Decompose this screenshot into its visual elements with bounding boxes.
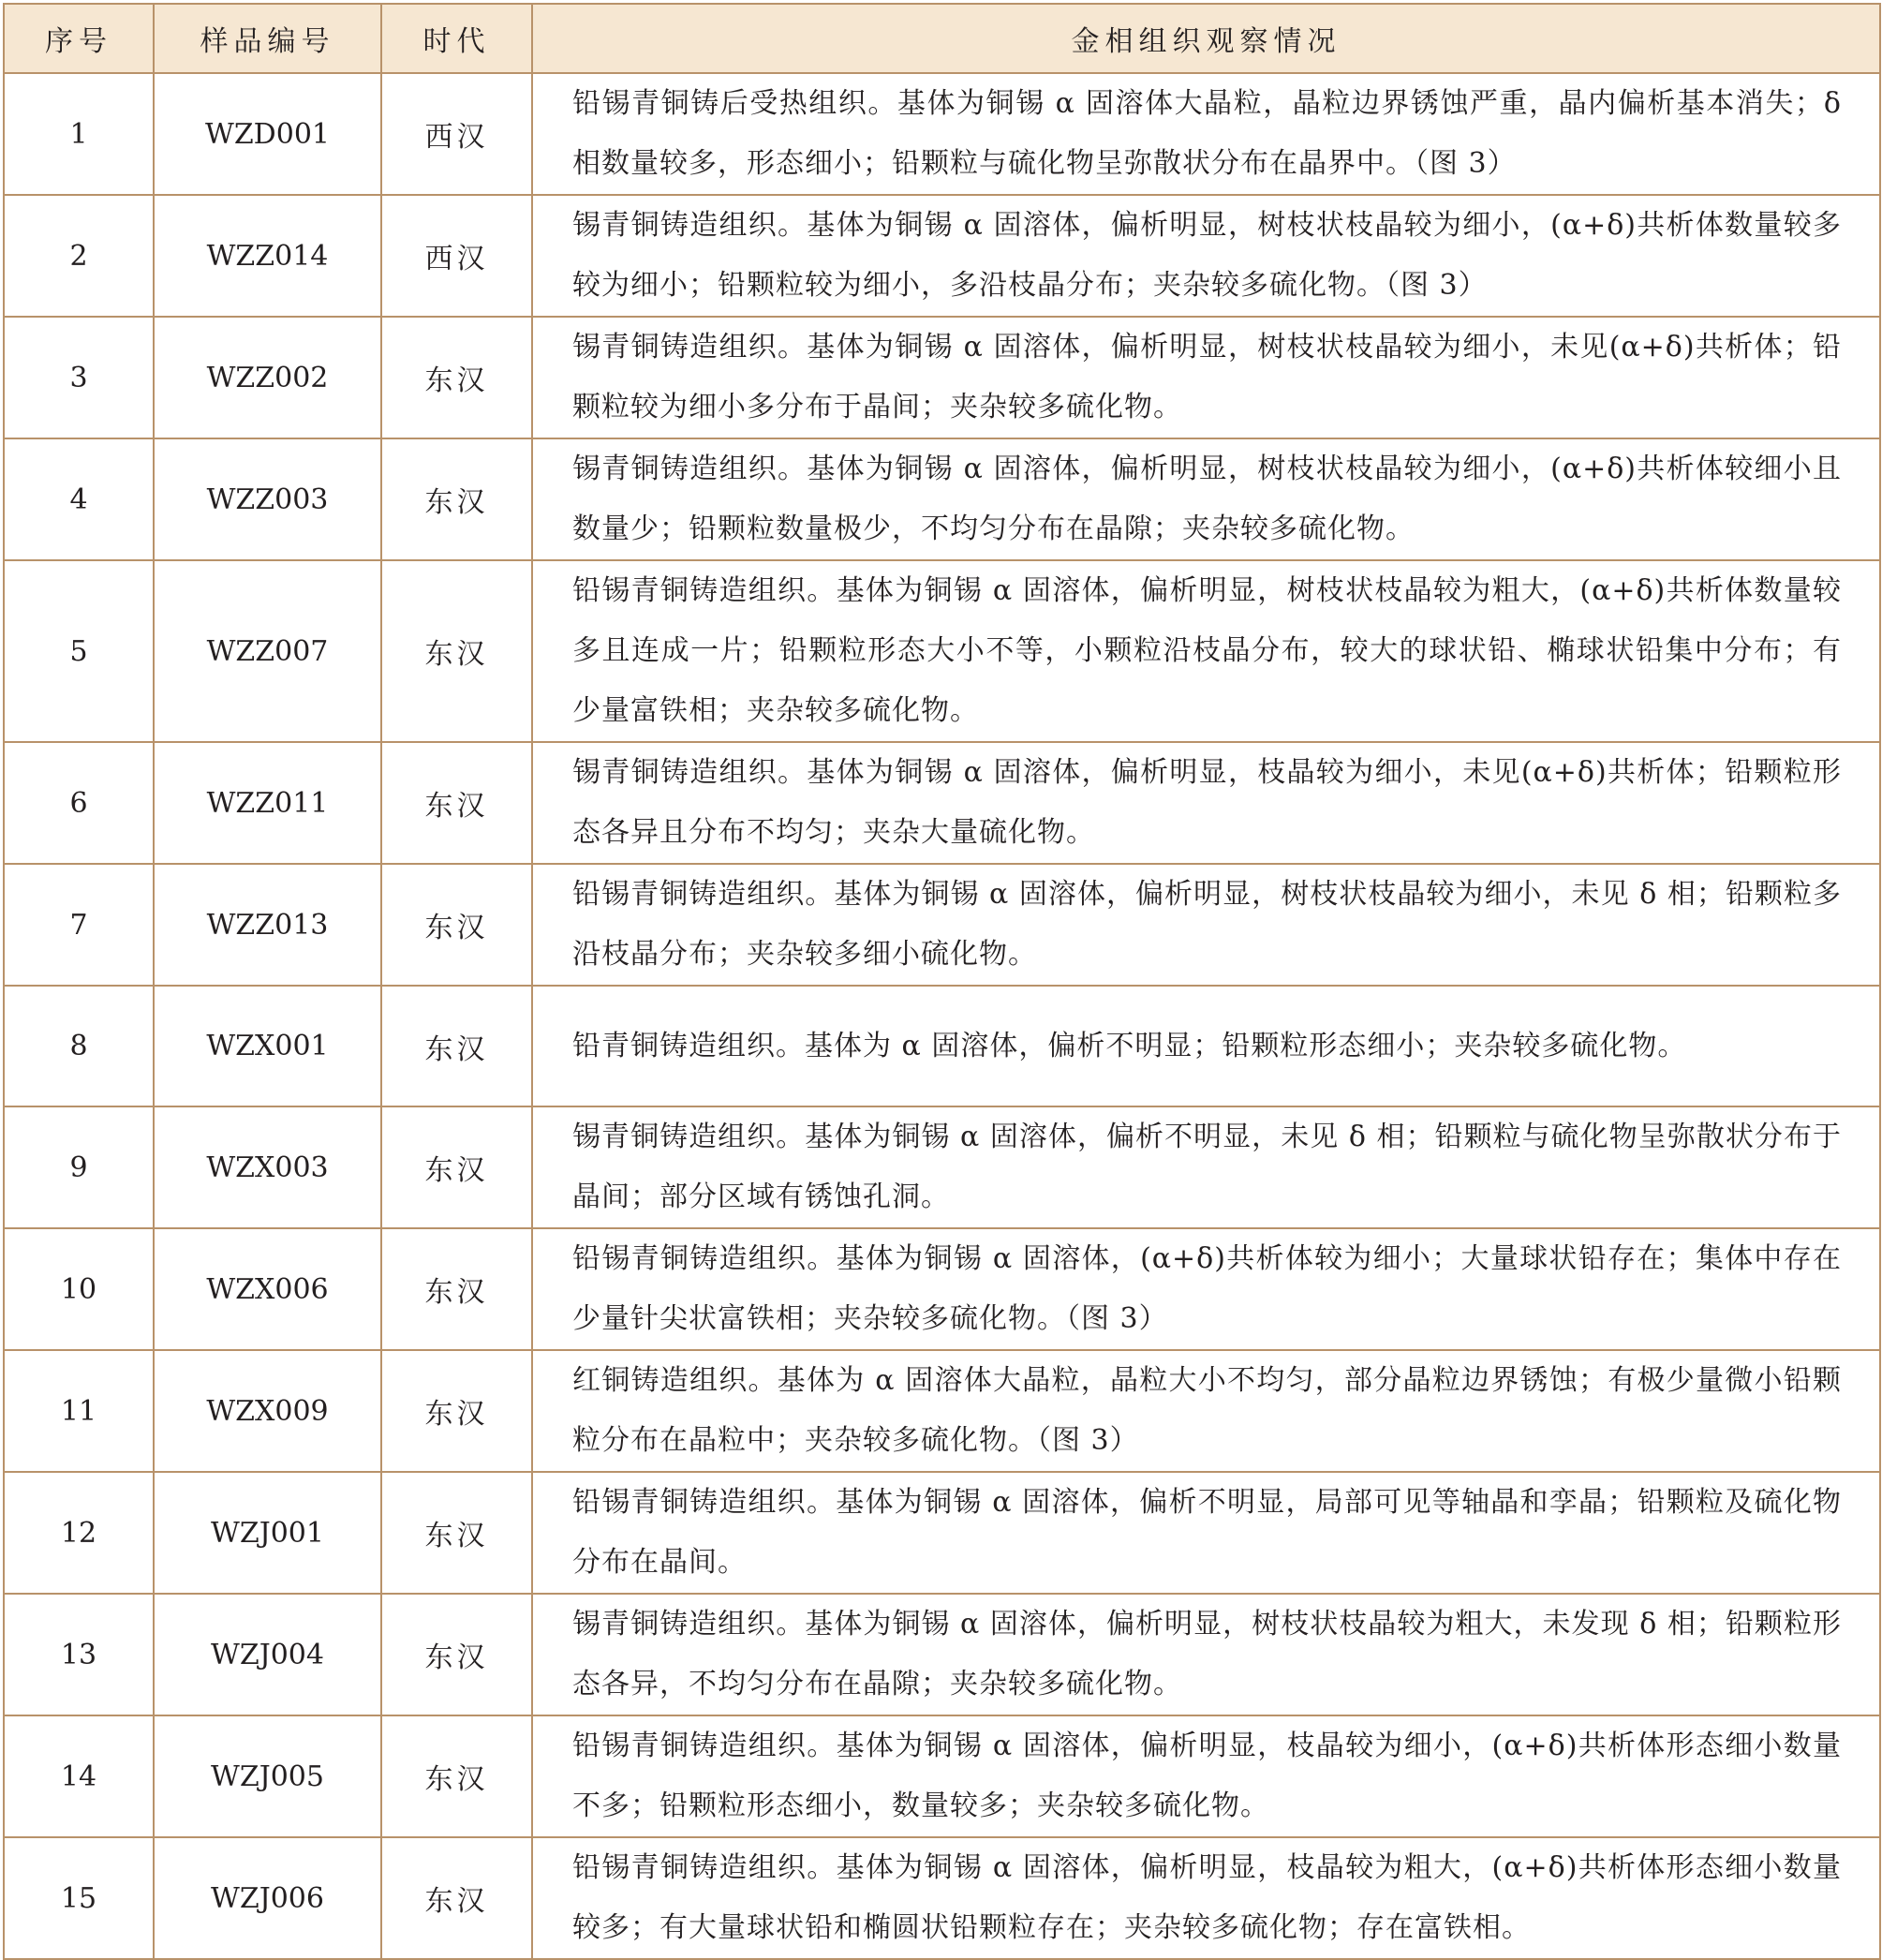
sample-id: WZX003 bbox=[154, 1106, 381, 1228]
table-row bbox=[4, 1715, 1880, 1837]
row-number: 13 bbox=[4, 1594, 154, 1715]
observation: 铅锡青铜铸造组织。基体为铜锡 α 固溶体，偏析明显，树枝状枝晶较为粗大，(α+δ)共析体数量较多且连成一片；铅颗粒形态大小不等，小颗粒沿枝晶分布，较大的球状铅、椭球状铅集中分布；有少量富铁相；夹杂较多硫化物。 bbox=[532, 560, 1880, 742]
sample-id: WZZ003 bbox=[154, 438, 381, 560]
row-number: 12 bbox=[4, 1472, 154, 1594]
observation: 铅锡青铜铸造组织。基体为铜锡 α 固溶体，(α+δ)共析体较为细小；大量球状铅存在；集体中存在少量针尖状富铁相；夹杂较多硫化物。（图 3） bbox=[532, 1228, 1880, 1350]
row-number: 6 bbox=[4, 742, 154, 864]
era: 东汉 bbox=[381, 438, 532, 560]
row-number: 4 bbox=[4, 438, 154, 560]
sample-id: WZJ005 bbox=[154, 1715, 381, 1837]
row-number: 3 bbox=[4, 317, 154, 438]
row-number: 7 bbox=[4, 864, 154, 986]
sample-id: WZX009 bbox=[154, 1350, 381, 1472]
metallography-table bbox=[3, 3, 1881, 1960]
observation: 红铜铸造组织。基体为 α 固溶体大晶粒，晶粒大小不均匀，部分晶粒边界锈蚀；有极少量微小铅颗粒分布在晶粒中；夹杂较多硫化物。（图 3） bbox=[532, 1350, 1880, 1472]
header-row bbox=[4, 4, 1880, 73]
era: 东汉 bbox=[381, 1594, 532, 1715]
row-number: 1 bbox=[4, 73, 154, 195]
table-row bbox=[4, 1472, 1880, 1594]
sample-id: WZJ001 bbox=[154, 1472, 381, 1594]
table-row bbox=[4, 864, 1880, 986]
era: 西汉 bbox=[381, 73, 532, 195]
header-era: 时代 bbox=[381, 4, 532, 73]
observation: 铅锡青铜铸后受热组织。基体为铜锡 α 固溶体大晶粒，晶粒边界锈蚀严重，晶内偏析基本消失；δ 相数量较多，形态细小；铅颗粒与硫化物呈弥散状分布在晶界中。（图 3） bbox=[532, 73, 1880, 195]
observation: 锡青铜铸造组织。基体为铜锡 α 固溶体，偏析明显，树枝状枝晶较为细小，未见(α+δ)共析体；铅颗粒较为细小多分布于晶间；夹杂较多硫化物。 bbox=[532, 317, 1880, 438]
observation: 铅青铜铸造组织。基体为 α 固溶体，偏析不明显；铅颗粒形态细小；夹杂较多硫化物。 bbox=[532, 986, 1880, 1106]
observation: 锡青铜铸造组织。基体为铜锡 α 固溶体，偏析明显，树枝状枝晶较为粗大，未发现 δ 相；铅颗粒形态各异，不均匀分布在晶隙；夹杂较多硫化物。 bbox=[532, 1594, 1880, 1715]
row-number: 10 bbox=[4, 1228, 154, 1350]
sample-id: WZZ014 bbox=[154, 195, 381, 317]
header-observation: 金相组织观察情况 bbox=[532, 4, 1880, 73]
era: 东汉 bbox=[381, 1350, 532, 1472]
sample-id: WZZ007 bbox=[154, 560, 381, 742]
table-header bbox=[4, 4, 1880, 73]
table-row bbox=[4, 1594, 1880, 1715]
observation: 锡青铜铸造组织。基体为铜锡 α 固溶体，偏析明显，树枝状枝晶较为细小，(α+δ)共析体较细小且数量少；铅颗粒数量极少，不均匀分布在晶隙；夹杂较多硫化物。 bbox=[532, 438, 1880, 560]
table-row bbox=[4, 1228, 1880, 1350]
sample-id: WZJ006 bbox=[154, 1837, 381, 1959]
table-row bbox=[4, 438, 1880, 560]
sample-id: WZX001 bbox=[154, 986, 381, 1106]
table-row bbox=[4, 1106, 1880, 1228]
sample-id: WZZ002 bbox=[154, 317, 381, 438]
era: 东汉 bbox=[381, 1106, 532, 1228]
table-row bbox=[4, 73, 1880, 195]
header-no: 序号 bbox=[4, 4, 154, 73]
header-sample-id: 样品编号 bbox=[154, 4, 381, 73]
table-row bbox=[4, 742, 1880, 864]
row-number: 9 bbox=[4, 1106, 154, 1228]
era: 西汉 bbox=[381, 195, 532, 317]
row-number: 5 bbox=[4, 560, 154, 742]
era: 东汉 bbox=[381, 1715, 532, 1837]
observation: 锡青铜铸造组织。基体为铜锡 α 固溶体，偏析明显，枝晶较为细小，未见(α+δ)共析体；铅颗粒形态各异且分布不均匀；夹杂大量硫化物。 bbox=[532, 742, 1880, 864]
era: 东汉 bbox=[381, 1228, 532, 1350]
table-row bbox=[4, 1837, 1880, 1959]
era: 东汉 bbox=[381, 986, 532, 1106]
row-number: 15 bbox=[4, 1837, 154, 1959]
observation: 铅锡青铜铸造组织。基体为铜锡 α 固溶体，偏析不明显，局部可见等轴晶和孪晶；铅颗粒及硫化物分布在晶间。 bbox=[532, 1472, 1880, 1594]
sample-id: WZZ013 bbox=[154, 864, 381, 986]
sample-id: WZX006 bbox=[154, 1228, 381, 1350]
row-number: 14 bbox=[4, 1715, 154, 1837]
observation: 锡青铜铸造组织。基体为铜锡 α 固溶体，偏析明显，树枝状枝晶较为细小，(α+δ)共析体数量较多较为细小；铅颗粒较为细小，多沿枝晶分布；夹杂较多硫化物。（图 3） bbox=[532, 195, 1880, 317]
row-number: 8 bbox=[4, 986, 154, 1106]
table-body bbox=[4, 73, 1880, 1959]
era: 东汉 bbox=[381, 742, 532, 864]
era: 东汉 bbox=[381, 560, 532, 742]
row-number: 2 bbox=[4, 195, 154, 317]
era: 东汉 bbox=[381, 1472, 532, 1594]
sample-id: WZZ011 bbox=[154, 742, 381, 864]
observation: 铅锡青铜铸造组织。基体为铜锡 α 固溶体，偏析明显，枝晶较为粗大，(α+δ)共析体形态细小数量较多；有大量球状铅和椭圆状铅颗粒存在；夹杂较多硫化物；存在富铁相。 bbox=[532, 1837, 1880, 1959]
sample-id: WZJ004 bbox=[154, 1594, 381, 1715]
table-row bbox=[4, 317, 1880, 438]
era: 东汉 bbox=[381, 1837, 532, 1959]
era: 东汉 bbox=[381, 317, 532, 438]
table-row bbox=[4, 986, 1880, 1106]
era: 东汉 bbox=[381, 864, 532, 986]
row-number: 11 bbox=[4, 1350, 154, 1472]
table-row bbox=[4, 1350, 1880, 1472]
table-row bbox=[4, 195, 1880, 317]
observation: 锡青铜铸造组织。基体为铜锡 α 固溶体，偏析不明显，未见 δ 相；铅颗粒与硫化物呈弥散状分布于晶间；部分区域有锈蚀孔洞。 bbox=[532, 1106, 1880, 1228]
sample-id: WZD001 bbox=[154, 73, 381, 195]
observation: 铅锡青铜铸造组织。基体为铜锡 α 固溶体，偏析明显，枝晶较为细小，(α+δ)共析体形态细小数量不多；铅颗粒形态细小，数量较多；夹杂较多硫化物。 bbox=[532, 1715, 1880, 1837]
observation: 铅锡青铜铸造组织。基体为铜锡 α 固溶体，偏析明显，树枝状枝晶较为细小，未见 δ 相；铅颗粒多沿枝晶分布；夹杂较多细小硫化物。 bbox=[532, 864, 1880, 986]
table-row bbox=[4, 560, 1880, 742]
